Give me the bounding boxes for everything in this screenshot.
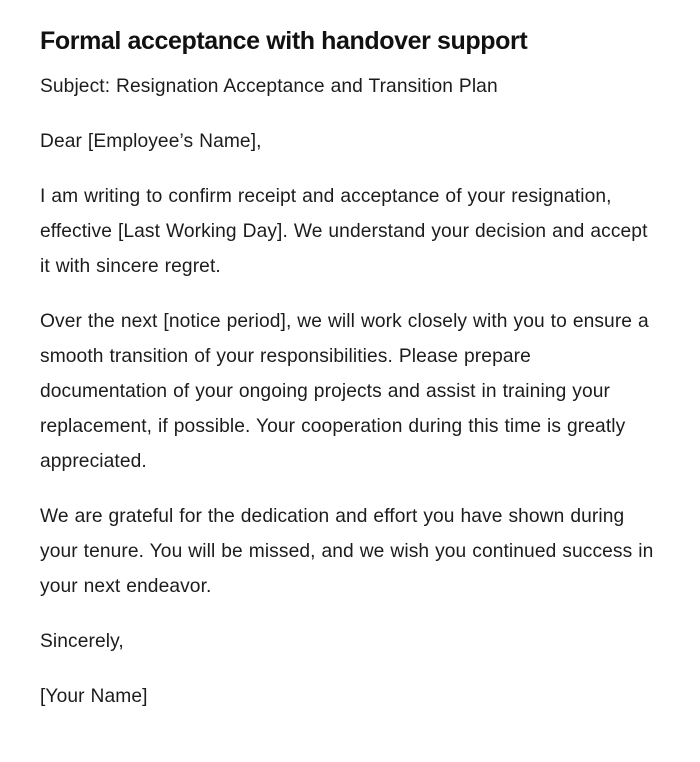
paragraph-confirmation: I am writing to confirm receipt and acceptance of your resignation, effective [Last Working Day]. We understand your decision and accept it with sincere regret. [40, 186, 648, 277]
paragraph-gratitude: We are grateful for the dedication and effort you have shown during your tenure. You will be missed, and we wish you continued success in your next endeavor. [40, 506, 654, 597]
greeting: Dear [Employee’s Name], [40, 131, 262, 152]
subject-line: Subject: Resignation Acceptance and Transition Plan [40, 76, 498, 97]
document-title: Formal acceptance with handover support [40, 27, 528, 55]
signature: [Your Name] [40, 686, 148, 707]
paragraph-transition: Over the next [notice period], we will work closely with you to ensure a smooth transition of your responsibilities. Please prepare documentation of your ongoing projects and assist in training your replacement, if possible. Your cooperation during this time is greatly appreciated. [40, 311, 649, 472]
closing: Sincerely, [40, 631, 124, 652]
